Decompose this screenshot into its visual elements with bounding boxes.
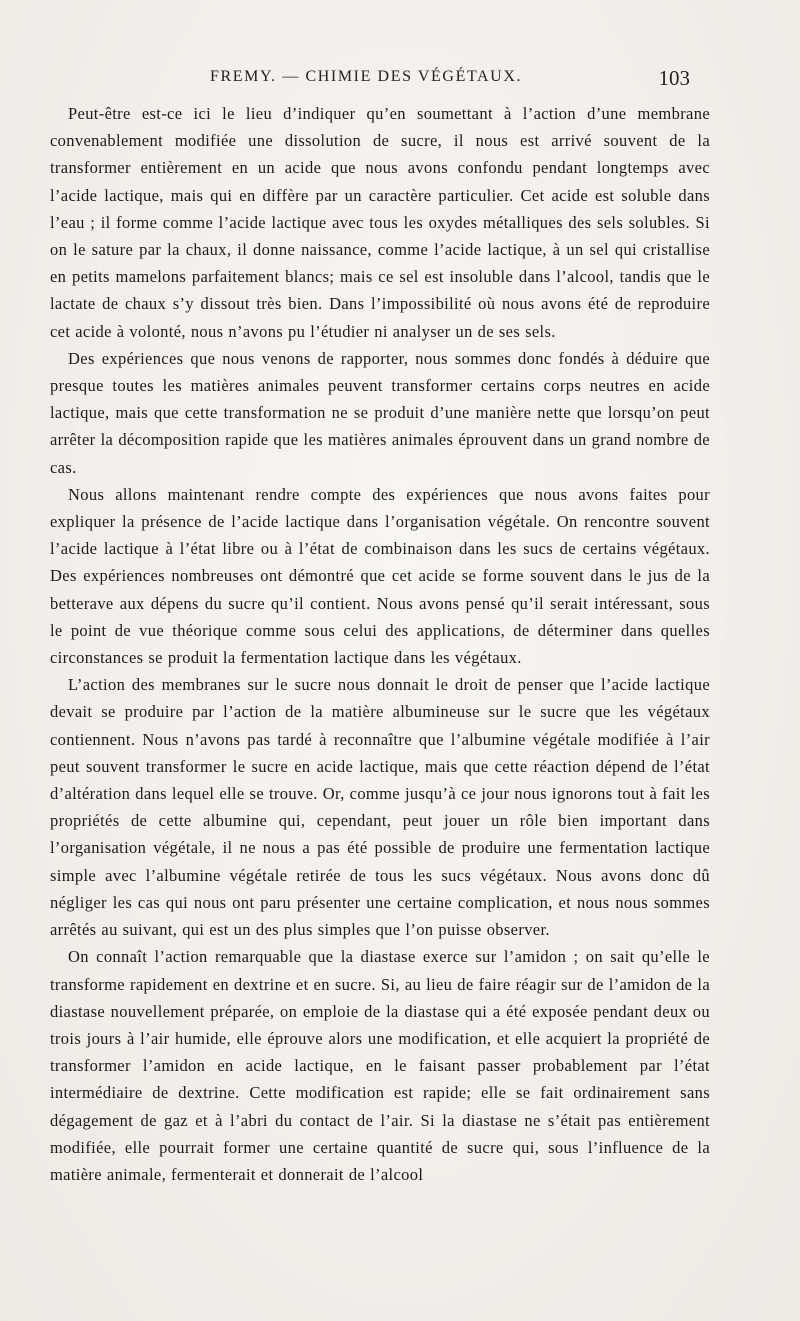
page-number: 103 — [658, 66, 690, 90]
running-title: FREMY. — CHIMIE DES VÉGÉTAUX. — [210, 68, 523, 85]
paragraph: Nous allons maintenant rendre compte des expériences que nous avons faites pour expliquer la présence de l’acide lactique dans l’organisation végétale. On rencontre souvent l’acide lactique à l’état libre ou à l’état de combinaison dans les sucs de certains végétaux. Des expériences nombreuses ont démontré que cet acide se forme souvent dans le jus de la betterave aux dépens du sucre qu’il contient. Nous avons pensé qu’il serait intéressant, sous le point de vue théorique comme sous celui des applications, de déterminer dans quelles circonstances se produit la fermentation lactique dans les végétaux. — [50, 484, 710, 668]
paragraph: L’action des membranes sur le sucre nous donnait le droit de penser que l’acide lactique devait se produire par l’action de la matière albumineuse sur le sucre que les végétaux contiennent. Nous n’avons pas tardé à reconnaître que l’albumine végétale modifiée à l’air peut souvent transformer le sucre en acide lactique, mais que cette réaction dépend de l’état d’altération dans lequel elle se trouve. Or, comme jusqu’à ce jour nous ignorons tout à fait les propriétés de cette albumine qui, cependant, peut jouer un rôle bien important dans l’organisation végétale, il ne nous a pas été possible de produire une fermentation lactique simple avec l’albumine végétale retirée de tous les sucs végétaux. Nous avons donc dû négliger les cas qui nous ont paru présenter une certaine complication, et nous nous sommes arrêtés au suivant, qui est un des plus simples que l’on puisse observer. — [50, 675, 710, 940]
paragraph: Peut-être est-ce ici le lieu d’indiquer qu’en soumettant à l’action d’une membrane convenablement modifiée une dissolution de sucre, il nous est arrivé souvent de la transformer entièrement en un acide que nous avons confondu pendant longtemps avec l’acide lactique, mais qui en diffère par un caractère particulier. Cet acide est soluble dans l’eau ; il forme comme l’acide lactique avec tous les oxydes métalliques des sels solubles. Si on le sature par la chaux, il donne naissance, comme l’acide lactique, à un sel qui cristallise en petits mamelons parfaitement blancs; mais ce sel est insoluble dans l’alcool, tandis que le lactate de chaux s’y dissout très bien. Dans l’impossibilité où nous avons été de reproduire cet acide à volonté, nous n’avons pu l’étudier ni analyser un de ses sels. — [50, 104, 710, 341]
body-text — [50, 100, 710, 1188]
page-header — [50, 66, 690, 94]
paragraph: On connaît l’action remarquable que la diastase exerce sur l’amidon ; on sait qu’elle le transforme rapidement en dextrine et en sucre. Si, au lieu de faire réagir sur de l’amidon de la diastase nouvellement préparée, on emploie de la diastase qui a été exposée pendant deux ou trois jours à l’air humide, elle éprouve alors une modification, et elle acquiert la propriété de transformer l’amidon en acide lactique, en le faisant passer probablement par l’état intermédiaire de dextrine. Cette modification est rapide; elle se fait ordinairement sans dégagement de gaz et à l’abri du contact de l’air. Si la diastase ne s’était pas entièrement modifiée, elle pourrait former une certaine quantité de sucre qui, sous l’influence de la matière animale, fermenterait et donnerait de l’alcool — [50, 947, 710, 1184]
paragraph: Des expériences que nous venons de rapporter, nous sommes donc fondés à déduire que presque toutes les matières animales peuvent transformer certains corps neutres en acide lactique, mais que cette transformation ne se produit d’une manière nette que lorsqu’on peut arrêter la décomposition rapide que les matières animales éprouvent dans un grand nombre de cas. — [50, 348, 710, 477]
